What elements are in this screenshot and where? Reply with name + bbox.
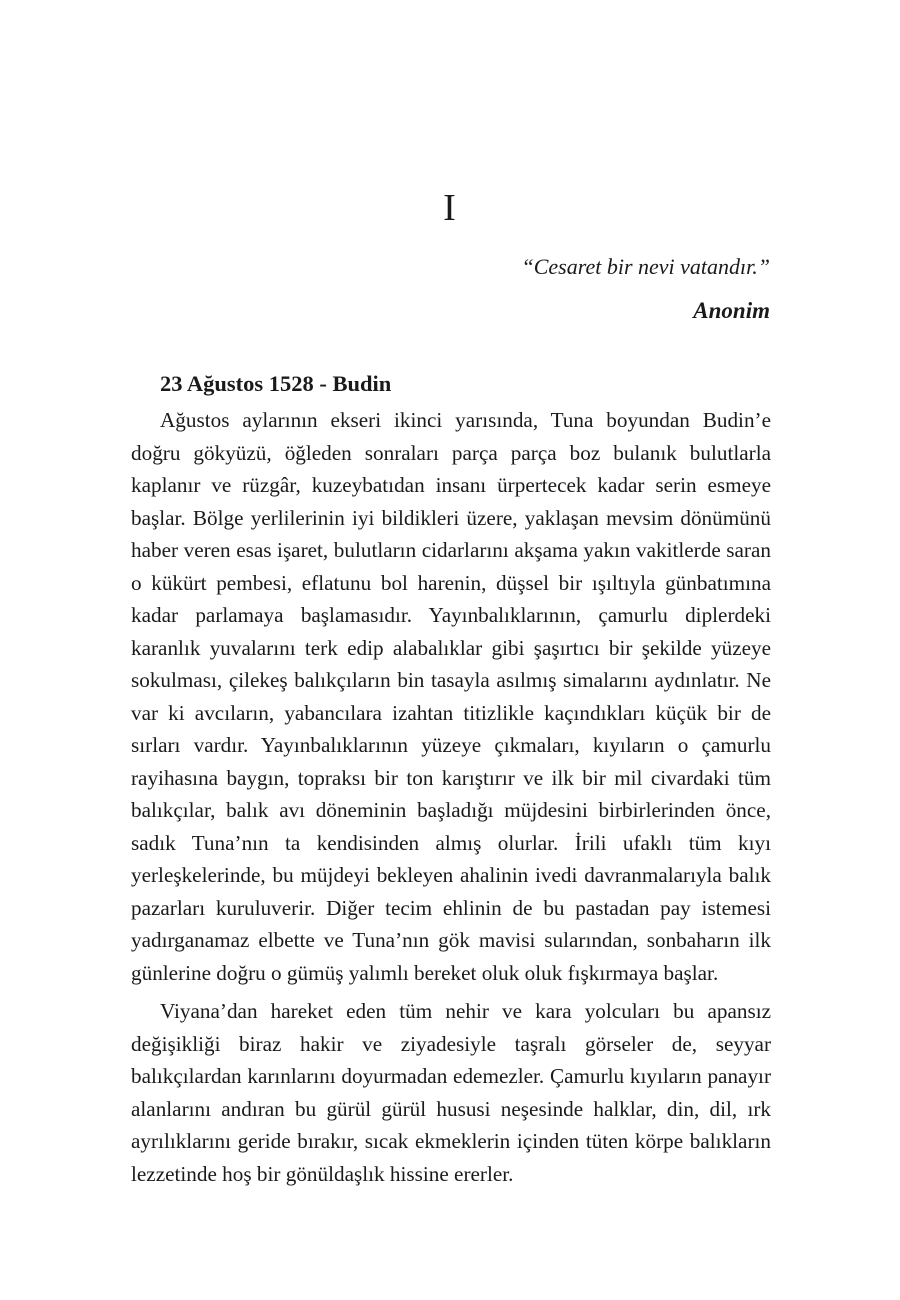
body-text [131, 404, 771, 1190]
epigraph [521, 252, 770, 326]
section-heading: 23 Ağustos 1528 - Budin [160, 371, 392, 396]
paragraph: Ağustos aylarının ekseri ikinci yarısında, Tuna boyundan Budin’e doğru gökyüzü, öğleden sonraları parça parça boz bulanık bulutlarla kaplanır ve rüzgâr, kuzeybatıdan insanı ürpertecek kadar serin esmeye başlar. Bölge yerlilerinin iyi bildikleri üzere, yaklaşan mevsim dönümünü haber veren esas işaret, bulutların cidarlarını akşama yakın vakitlerde saran o kükürt pembesi, eflatunu bol harenin, düşsel bir ışıltıyla günbatımına kadar parlamaya başlamasıdır. Yayınbalıklarının, çamurlu diplerdeki karanlık yuvalarını terk edip alabalıklar gibi şaşırtıcı bir şekilde yüzeye sokulması, çilekeş balıkçıların bin tasayla asılmış simalarını aydınlatır. Ne var ki avcıların, yabancılara izahtan titizlikle kaçındıkları küçük bir de sırları vardır. Yayınbalıklarının yüzeye çıkmaları, kıyıların o çamurlu rayihasına baygın, topraksı bir ton karıştırır ve ilk bir mil civardaki tüm balıkçılar, balık avı döneminin başladığı müjdesini birbirlerinden önce, sadık Tuna’nın ta kendisinden almış olurlar. İrili ufaklı tüm kıyı yerleşkelerinde, bu müjdeyi bekleyen ahalinin ivedi davranmalarıyla balık pazarları kuruluverir. Diğer tecim ehlinin de bu pastadan pay istemesi yadırganamaz elbette ve Tuna’nın gök mavisi sularından, sonbaharın ilk günlerine doğru o gümüş yalımlı bereket oluk oluk fışkırmaya başlar. [131, 408, 771, 985]
paragraph: Viyana’dan hareket eden tüm nehir ve kara yolcuları bu apansız değişikliği biraz hakir ve ziyadesiyle taşralı görseler de, seyyar balıkçılardan karınlarını doyurmadan edemezler. Çamurlu kıyıların panayır alanlarını andıran bu gürül gürül hususi neşesinde halklar, din, dil, ırk ayrılıklarını geride bırakır, sıcak ekmeklerin içinden tüten körpe balıkların lezzetinde hoş bir gönüldaşlık hissine ererler. [131, 999, 771, 1186]
epigraph-quote: “Cesaret bir nevi vatandır.” [521, 254, 770, 279]
epigraph-author: Anonim [693, 298, 770, 323]
chapter-numeral: I [443, 187, 457, 229]
